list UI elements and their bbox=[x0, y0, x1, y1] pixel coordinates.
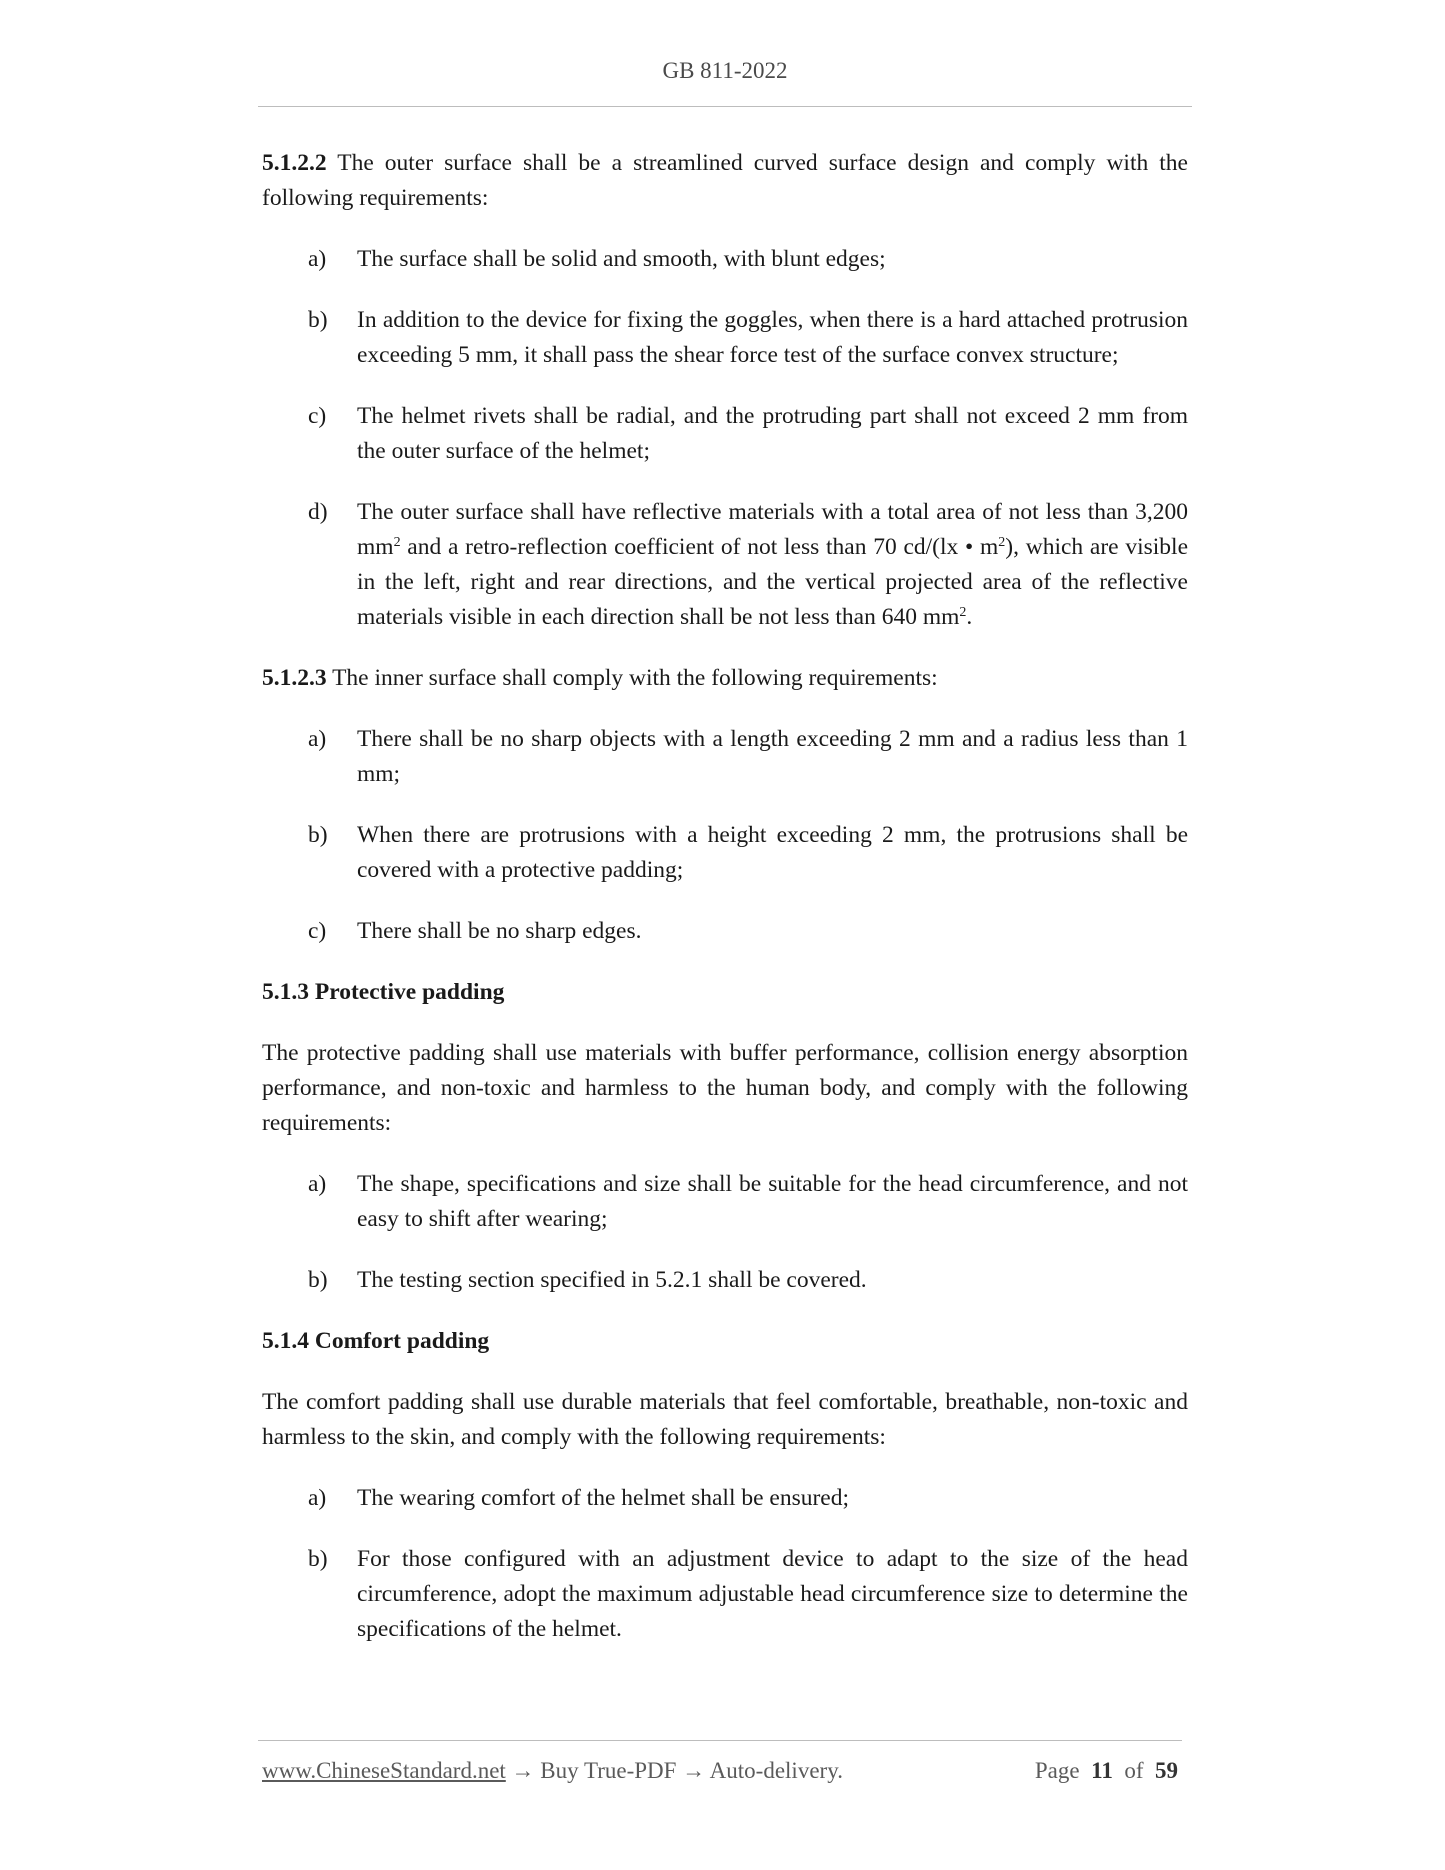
section-5-1-4-heading: 5.1.4 Comfort padding bbox=[262, 1328, 490, 1354]
document-body bbox=[262, 146, 1188, 1673]
page-indicator bbox=[1035, 1758, 1178, 1784]
arrow-right-icon: → bbox=[682, 1758, 706, 1783]
website-link[interactable]: www.ChineseStandard.net bbox=[262, 1758, 506, 1783]
list-marker: d) bbox=[308, 499, 328, 525]
section-5-1-3-heading: 5.1.3 Protective padding bbox=[262, 979, 505, 1005]
list-item-text: and a retro-reflection coefficient of not less than 70 cd/(lx • m bbox=[400, 534, 999, 560]
section-5-1-2-2-intro bbox=[262, 146, 1188, 216]
list-item bbox=[262, 818, 1188, 888]
list-item bbox=[262, 1263, 1188, 1298]
current-page-number: 11 bbox=[1091, 1758, 1113, 1783]
section-5-1-2-3-intro bbox=[262, 661, 1188, 696]
list-item-text: For those configured with an adjustment device to adapt to the size of the head circumference, adopt the maximum adjustable head circumference size to determine the specifications of the helmet. bbox=[357, 1546, 1188, 1642]
footer-links bbox=[262, 1758, 843, 1784]
section-number: 5.1.2.3 bbox=[262, 665, 327, 691]
list-item-text: The surface shall be solid and smooth, with blunt edges; bbox=[357, 246, 886, 272]
list-item bbox=[262, 722, 1188, 792]
section-intro-text: The inner surface shall comply with the following requirements: bbox=[326, 665, 938, 691]
section-5-1-4-intro: The comfort padding shall use durable materials that feel comfortable, breathable, non-toxic and harmless to the skin, and comply with the following requirements: bbox=[262, 1389, 1188, 1450]
of-label: of bbox=[1124, 1758, 1144, 1783]
list-marker: c) bbox=[308, 918, 327, 944]
list-marker: a) bbox=[308, 246, 327, 272]
section-number: 5.1.2.2 bbox=[262, 150, 327, 176]
page-header: GB 811-2022 bbox=[662, 58, 788, 83]
list-item-text: The wearing comfort of the helmet shall be ensured; bbox=[357, 1485, 850, 1511]
list-item-text: The shape, specifications and size shall be suitable for the head circumference, and not easy to shift after wearing; bbox=[357, 1171, 1188, 1232]
arrow-right-icon: → bbox=[511, 1758, 535, 1783]
buy-text: Buy True-PDF bbox=[540, 1758, 677, 1783]
list-item-text: There shall be no sharp objects with a length exceeding 2 mm and a radius less than 1 mm; bbox=[357, 726, 1188, 787]
list-item-text: The outer surface shall have reflective materials with a total area of not less than 3,200 mm bbox=[357, 499, 1188, 560]
list-item-text: The testing section specified in 5.2.1 shall be covered. bbox=[357, 1267, 867, 1293]
list-item-text: ), which are visible in the left, right and rear directions, and the vertical projected area of the reflective materials visible in each direction shall be not less than 640 mm bbox=[357, 534, 1189, 630]
list-item-text: There shall be no sharp edges. bbox=[357, 918, 642, 944]
delivery-text: Auto-delivery. bbox=[709, 1758, 843, 1783]
superscript: 2 bbox=[393, 535, 401, 550]
list-marker: b) bbox=[308, 1267, 328, 1293]
list-marker: a) bbox=[308, 1171, 327, 1197]
list-item bbox=[262, 1167, 1188, 1237]
total-page-number: 59 bbox=[1155, 1758, 1178, 1783]
footer-divider bbox=[258, 1740, 1182, 1741]
list-marker: a) bbox=[308, 726, 327, 752]
list-item bbox=[262, 495, 1188, 635]
list-item bbox=[262, 399, 1188, 469]
list-item bbox=[262, 242, 1188, 277]
list-item bbox=[262, 303, 1188, 373]
list-marker: b) bbox=[308, 307, 328, 333]
list-item-text: When there are protrusions with a height exceeding 2 mm, the protrusions shall be covered with a protective padding; bbox=[357, 822, 1188, 883]
list-item bbox=[262, 1481, 1188, 1516]
section-intro-text: The outer surface shall be a streamlined curved surface design and comply with the following requirements: bbox=[262, 150, 1188, 211]
list-marker: c) bbox=[308, 403, 327, 429]
list-marker: a) bbox=[308, 1485, 327, 1511]
list-item-text: The helmet rivets shall be radial, and the protruding part shall not exceed 2 mm from the outer surface of the helmet; bbox=[357, 403, 1188, 464]
header-divider bbox=[258, 106, 1192, 107]
superscript: 2 bbox=[998, 535, 1006, 550]
list-marker: b) bbox=[308, 1546, 328, 1572]
list-item bbox=[262, 914, 1188, 949]
list-item-text: In addition to the device for fixing the goggles, when there is a hard attached protrusion exceeding 5 mm, it shall pass the shear force test of the surface convex structure; bbox=[357, 307, 1188, 368]
section-5-1-3-intro: The protective padding shall use materials with buffer performance, collision energy absorption performance, and non-toxic and harmless to the human body, and comply with the following requirements: bbox=[262, 1040, 1188, 1136]
list-item bbox=[262, 1542, 1188, 1647]
superscript: 2 bbox=[959, 605, 967, 620]
list-item-text: . bbox=[966, 604, 973, 630]
list-marker: b) bbox=[308, 822, 328, 848]
page-label: Page bbox=[1034, 1758, 1080, 1783]
